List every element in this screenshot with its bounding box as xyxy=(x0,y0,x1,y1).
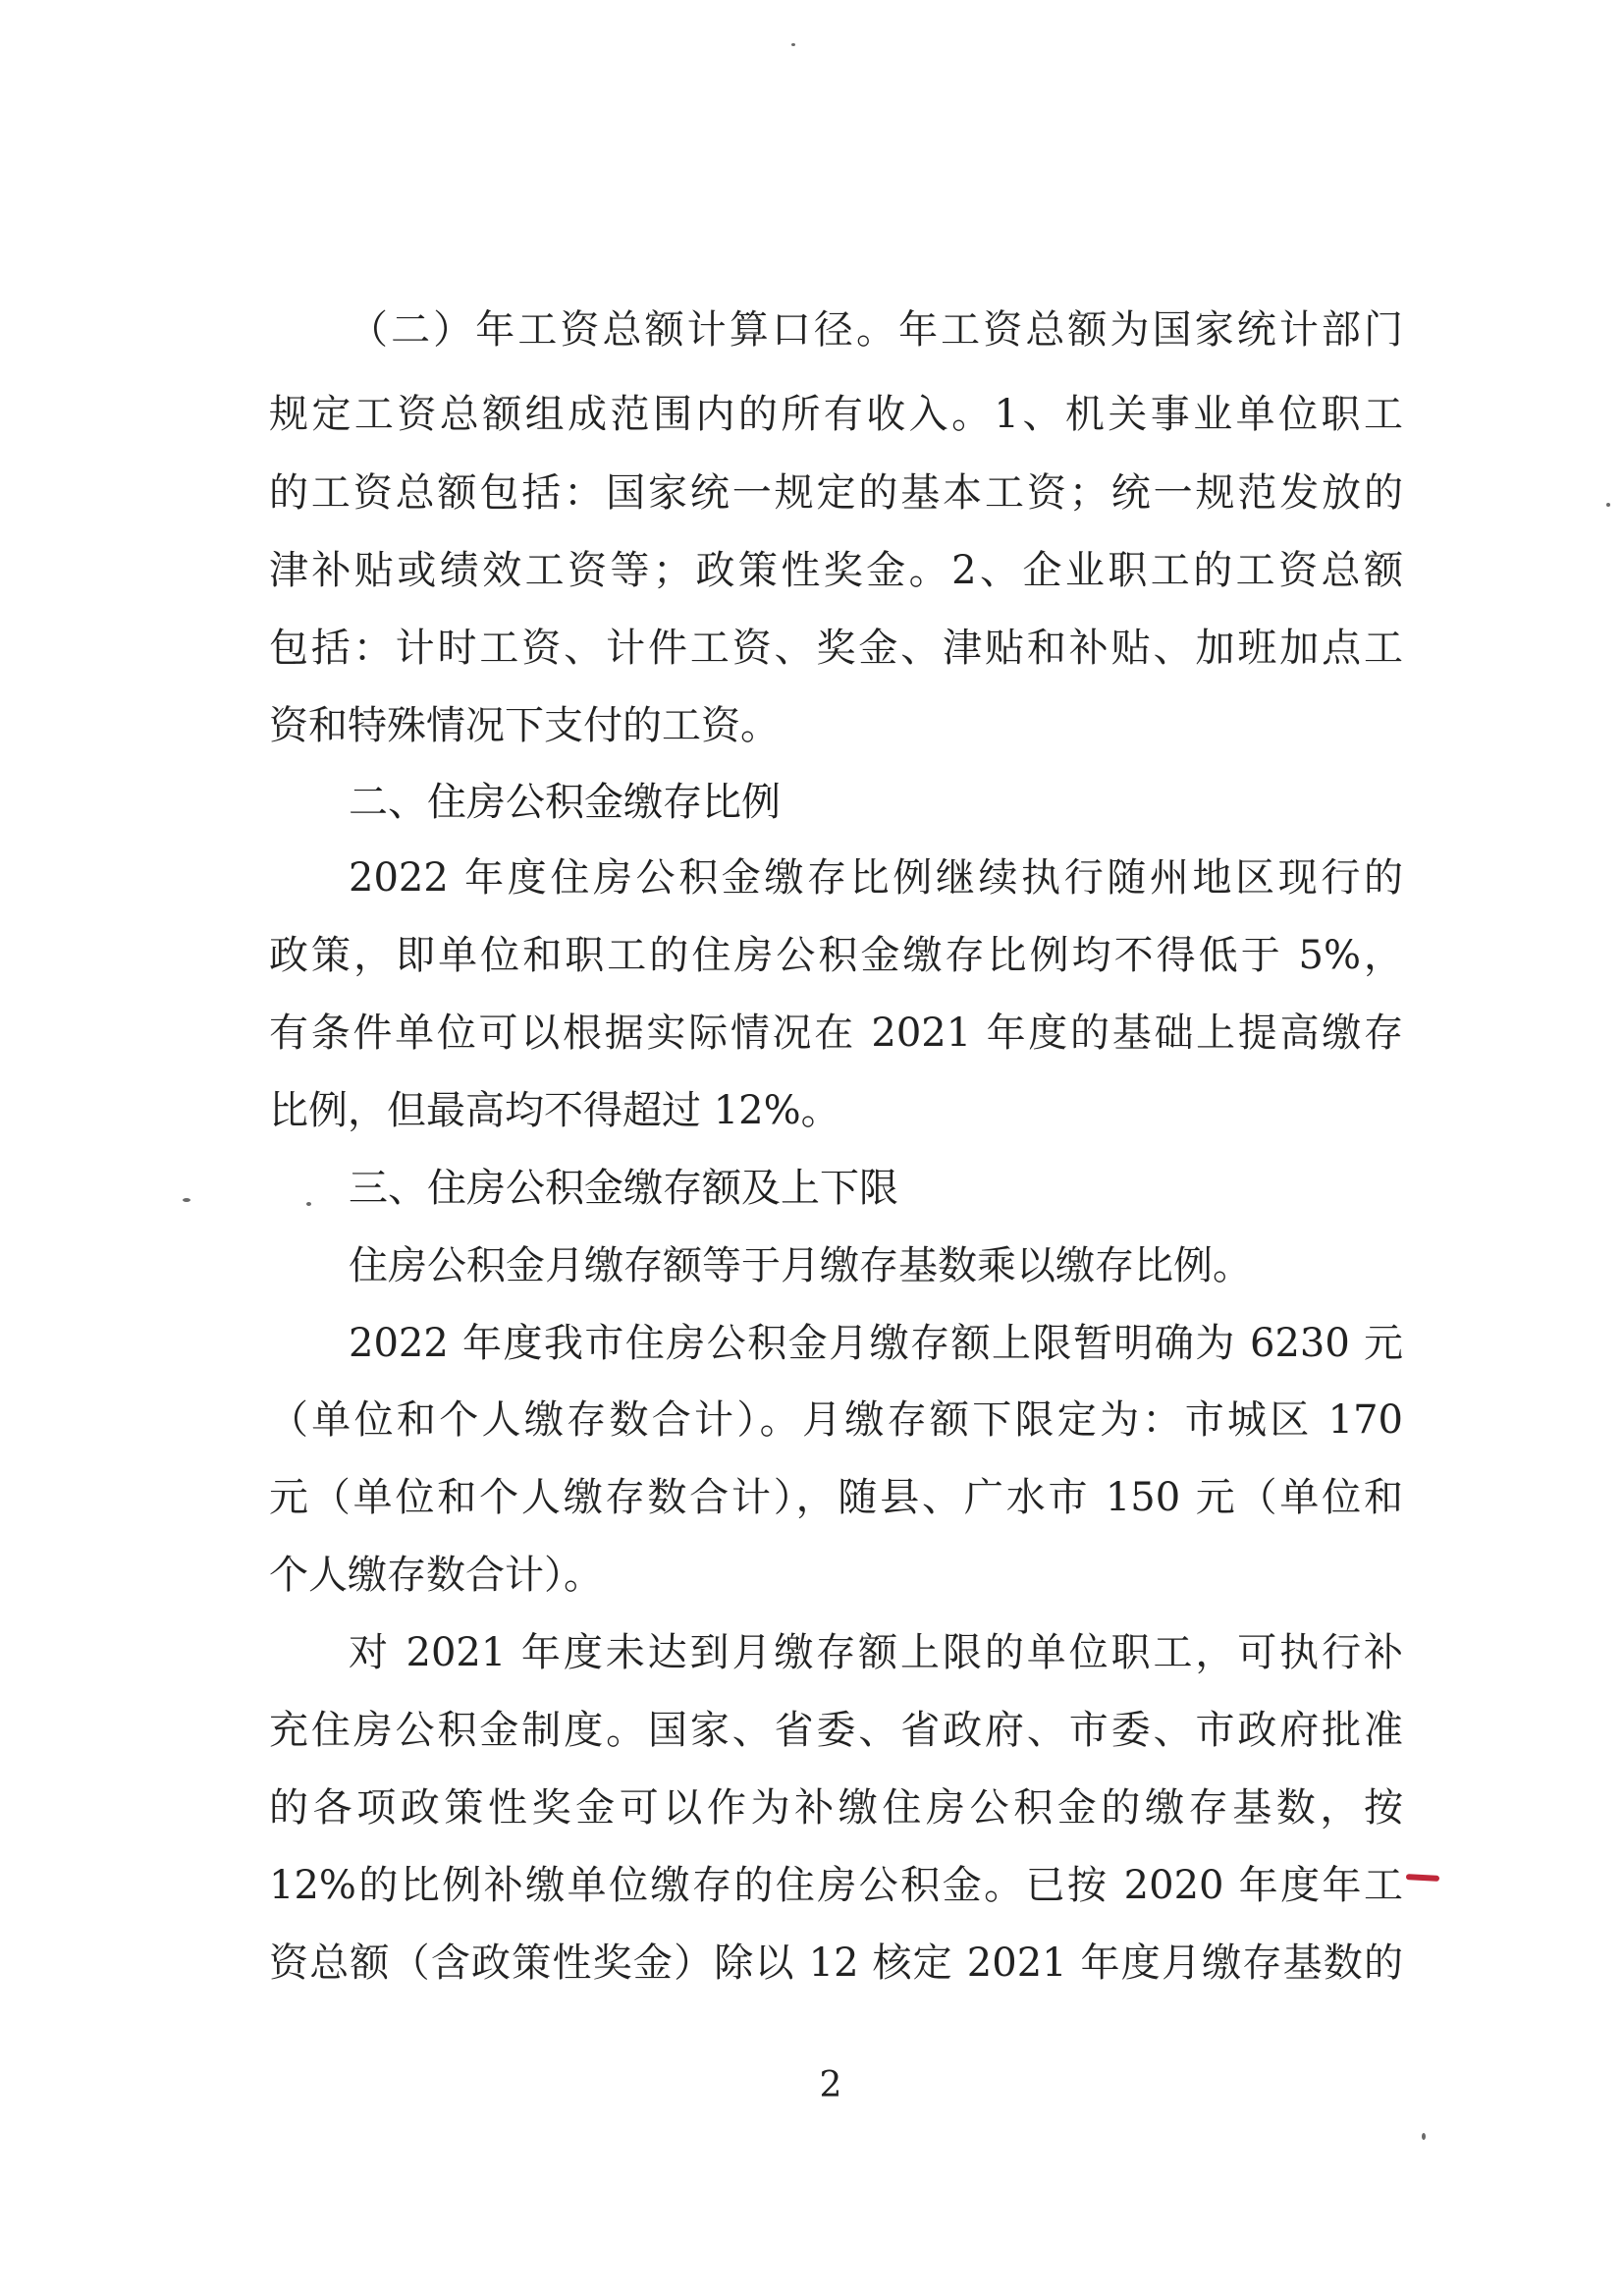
scan-speck xyxy=(306,1202,311,1206)
scan-speck xyxy=(1422,2133,1426,2140)
paragraph-4-line-2: （单位和个人缴存数合计）。月缴存额下限定为：市城区 170 xyxy=(269,1397,1403,1443)
paragraph-5-line-1: 对 2021 年度未达到月缴存额上限的单位职工，可执行补 xyxy=(349,1630,1403,1675)
scan-speck xyxy=(791,43,795,46)
paragraph-5-line-2: 充住房公积金制度。国家、省委、省政府、市委、市政府批准 xyxy=(269,1708,1403,1753)
paragraph-1-line-6: 资和特殊情况下支付的工资。 xyxy=(269,703,780,748)
paragraph-2-line-4: 比例，但最高均不得超过 12%。 xyxy=(269,1088,840,1133)
red-ink-mark xyxy=(1406,1874,1439,1882)
paragraph-5-line-4: 12%的比例补缴单位缴存的住房公积金。已按 2020 年度年工 xyxy=(269,1863,1403,1908)
paragraph-4-line-1: 2022 年度我市住房公积金月缴存额上限暂明确为 6230 元 xyxy=(349,1321,1403,1366)
paragraph-4-line-3: 元（单位和个人缴存数合计），随县、广水市 150 元（单位和 xyxy=(269,1475,1403,1520)
paragraph-2-line-2: 政策，即单位和职工的住房公积金缴存比例均不得低于 5%， xyxy=(269,933,1403,978)
paragraph-3-line-1: 住房公积金月缴存额等于月缴存基数乘以缴存比例。 xyxy=(349,1243,1252,1288)
scan-speck xyxy=(183,1198,190,1202)
paragraph-1-line-4: 津补贴或绩效工资等；政策性奖金。2、企业职工的工资总额 xyxy=(269,548,1403,593)
paragraph-1-line-1: （二）年工资总额计算口径。年工资总额为国家统计部门 xyxy=(349,307,1403,353)
section-heading-2: 二、住房公积金缴存比例 xyxy=(349,780,781,825)
page-number: 2 xyxy=(819,2065,842,2105)
paragraph-1-line-5: 包括：计时工资、计件工资、奖金、津贴和补贴、加班加点工 xyxy=(269,626,1403,671)
paragraph-1-line-2: 规定工资总额组成范围内的所有收入。1、机关事业单位职工 xyxy=(269,392,1403,437)
paragraph-2-line-1: 2022 年度住房公积金缴存比例继续执行随州地区现行的 xyxy=(349,855,1403,901)
paragraph-4-line-4: 个人缴存数合计）。 xyxy=(269,1553,603,1598)
paragraph-2-line-3: 有条件单位可以根据实际情况在 2021 年度的基础上提高缴存 xyxy=(269,1011,1403,1056)
scan-speck xyxy=(1606,503,1610,507)
paragraph-5-line-3: 的各项政策性奖金可以作为补缴住房公积金的缴存基数，按 xyxy=(269,1785,1403,1831)
paragraph-5-line-5: 资总额（含政策性奖金）除以 12 核定 2021 年度月缴存基数的 xyxy=(269,1941,1403,1986)
paragraph-1-line-3: 的工资总额包括：国家统一规定的基本工资；统一规范发放的 xyxy=(269,470,1403,516)
section-heading-3: 三、住房公积金缴存额及上下限 xyxy=(349,1166,898,1211)
